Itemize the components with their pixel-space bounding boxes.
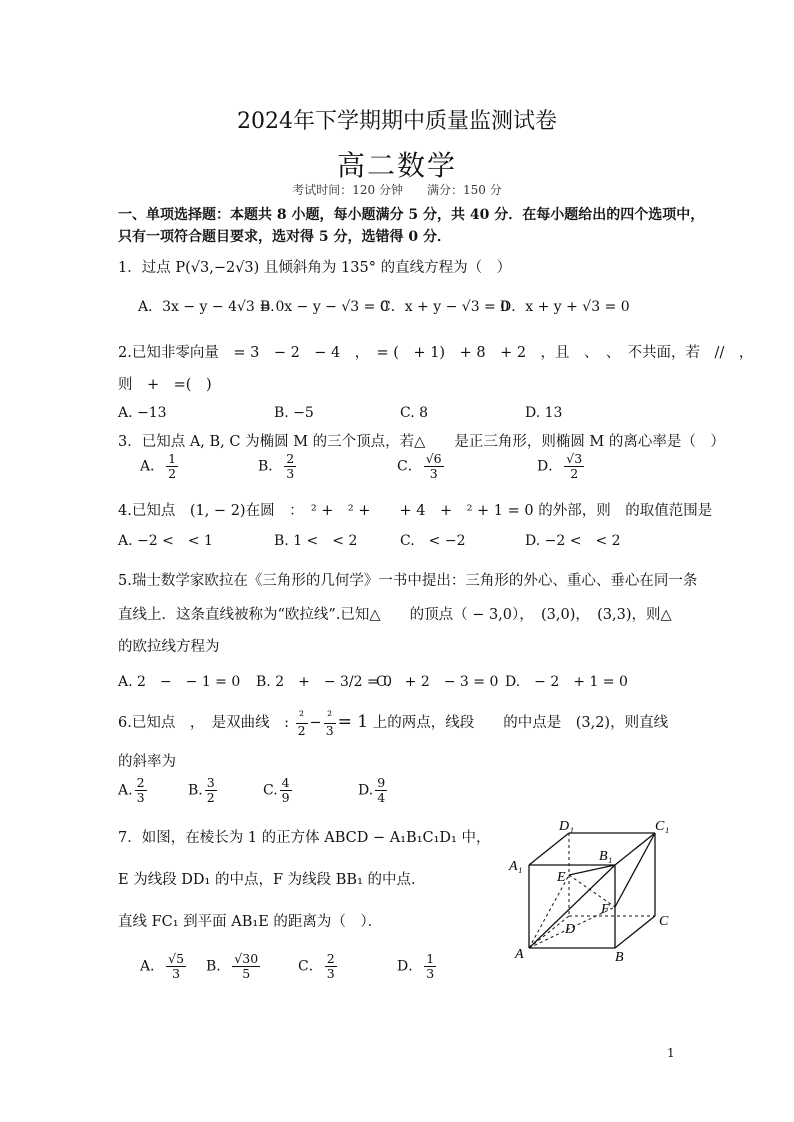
question-7-line1: 7．如图，在棱长为 1 的正方体 ABCD − A₁B₁C₁D₁ 中， bbox=[118, 830, 491, 846]
section-instructions-line2: 只有一项符合题目要求，选对得 5 分，选错得 0 分． bbox=[118, 229, 451, 245]
question-5-option-b: B. 2 + − 3/2 = 0 bbox=[256, 674, 393, 690]
question-1-stem: 1．过点 P(√3,−2√3) 且倾斜角为 135° 的直线方程为（ ） bbox=[118, 260, 512, 276]
edge-b1c1 bbox=[615, 833, 655, 865]
question-2-option-b: B. −5 bbox=[274, 405, 314, 421]
segment-eb1 bbox=[569, 865, 615, 875]
question-5-line2: 直线上．这条直线被称为“欧拉线”.已知△ 的顶点（ − 3,0）， (3,0)， (3,3)，则△ bbox=[118, 607, 672, 623]
question-3-option-c: C． $\frac{√6}{3}$ bbox=[397, 451, 442, 481]
question-7-option-a: A． $\frac{√5}{3}$ bbox=[140, 951, 185, 981]
question-2-stem: 2.已知非零向量 = 3 − 2 − 4 ， = ( + 1) + 8 + 2 ，且 、 、 不共面，若 // ， bbox=[118, 345, 754, 361]
question-2-stem-line2: 则 + =( ) bbox=[118, 377, 212, 393]
question-1-option-a: A．3x − y − 4√3 = 0 bbox=[138, 299, 285, 315]
label-a: A bbox=[515, 947, 524, 962]
edge-a1d1 bbox=[529, 833, 569, 865]
question-4-option-d: D. −2 < < 2 bbox=[525, 533, 621, 549]
label-a1: A₁ bbox=[509, 859, 523, 874]
question-7-line3: 直线 FC₁ 到平面 AB₁E 的距离为（ ）． bbox=[118, 914, 383, 930]
label-e: E bbox=[557, 870, 566, 885]
question-7-option-c: C． $\frac{2}{3}$ bbox=[298, 951, 335, 981]
question-5-option-c: C. + 2 − 3 = 0 bbox=[376, 674, 499, 690]
question-3-stem: 3．已知点 A, B, C 为椭圆 M 的三个顶点，若△ 是正三角形，则椭圆 M 的离心率是（ ） bbox=[118, 434, 725, 450]
question-4-option-b: B. 1 < < 2 bbox=[274, 533, 358, 549]
edge-bc bbox=[615, 916, 655, 948]
page-number: 1 bbox=[667, 1046, 675, 1060]
question-6-option-d: D. $\frac{9}{4}$ bbox=[358, 775, 386, 805]
question-3-option-d: D． $\frac{√3}{2}$ bbox=[537, 451, 583, 481]
question-2-option-d: D. 13 bbox=[525, 405, 563, 421]
cube-figure bbox=[505, 815, 685, 965]
label-c: C bbox=[659, 914, 669, 929]
question-6-line2: 的斜率为 bbox=[118, 754, 176, 770]
subject-title: 高二数学 bbox=[336, 149, 457, 182]
label-d: D bbox=[565, 922, 576, 937]
question-3-option-b: B． $\frac{2}{3}$ bbox=[258, 451, 295, 481]
question-1-option-d: D．x + y + √3 = 0 bbox=[500, 299, 630, 315]
question-5-option-a: A. 2 − − 1 = 0 bbox=[118, 674, 241, 690]
question-2-option-a: A. −13 bbox=[118, 405, 167, 421]
question-1-option-b: B．x − y − √3 = 0 bbox=[260, 299, 389, 315]
question-6-stem: 6.已知点 ， 是双曲线 : $\frac{\text{²}}{2}$ − $\frac{\text{²}}{3}$ = 1 上的两点，线段 的中点是 (3,2)，则直线 bbox=[118, 707, 669, 738]
question-4-stem: 4.已知点 (1, − 2)在圆 ： ² + ² + + 4 + ² + 1 = 0 的外部，则 的取值范围是 bbox=[118, 503, 713, 519]
question-2-option-c: C. 8 bbox=[400, 405, 429, 421]
label-d1: D₁ bbox=[559, 819, 574, 834]
label-f: F bbox=[601, 902, 610, 917]
exam-title: 2024年下学期期中质量监测试卷 bbox=[237, 109, 557, 134]
question-6-option-b: B. $\frac{3}{2}$ bbox=[188, 775, 215, 805]
section-instructions-line1: 一、单项选择题：本题共 8 小题，每小题满分 5 分，共 40 分．在每小题给出的四个选项中， bbox=[118, 207, 705, 223]
question-4-option-c: C. < −2 bbox=[400, 533, 466, 549]
question-6-option-a: A. $\frac{2}{3}$ bbox=[118, 775, 145, 805]
question-5-line1: 5.瑞士数学家欧拉在《三角形的几何学》一书中提出：三角形的外心、重心、垂心在同一条 bbox=[118, 573, 698, 589]
question-7-option-d: D． $\frac{1}{3}$ bbox=[397, 951, 435, 981]
question-3-option-a: A． $\frac{1}{2}$ bbox=[140, 451, 177, 481]
question-5-option-d: D. − 2 + 1 = 0 bbox=[505, 674, 628, 690]
question-7-line2: E 为线段 DD₁ 的中点，F 为线段 BB₁ 的中点． bbox=[118, 872, 426, 888]
label-b1: B₁ bbox=[599, 849, 613, 864]
question-5-line3: 的欧拉线方程为 bbox=[118, 639, 220, 655]
question-7-option-b: B． $\frac{√30}{5}$ bbox=[206, 951, 259, 981]
question-6-option-c: C. $\frac{4}{9}$ bbox=[263, 775, 290, 805]
label-c1: C₁ bbox=[655, 819, 670, 834]
segment-fc1 bbox=[615, 833, 655, 907]
exam-info: 考试时间：120 分钟 满分：150 分 bbox=[292, 183, 502, 197]
question-4-option-a: A. −2 < < 1 bbox=[118, 533, 213, 549]
label-b: B bbox=[615, 950, 624, 965]
question-1-option-c: C．x + y − √3 = 0 bbox=[380, 299, 510, 315]
segment-ae-hidden bbox=[529, 875, 569, 948]
